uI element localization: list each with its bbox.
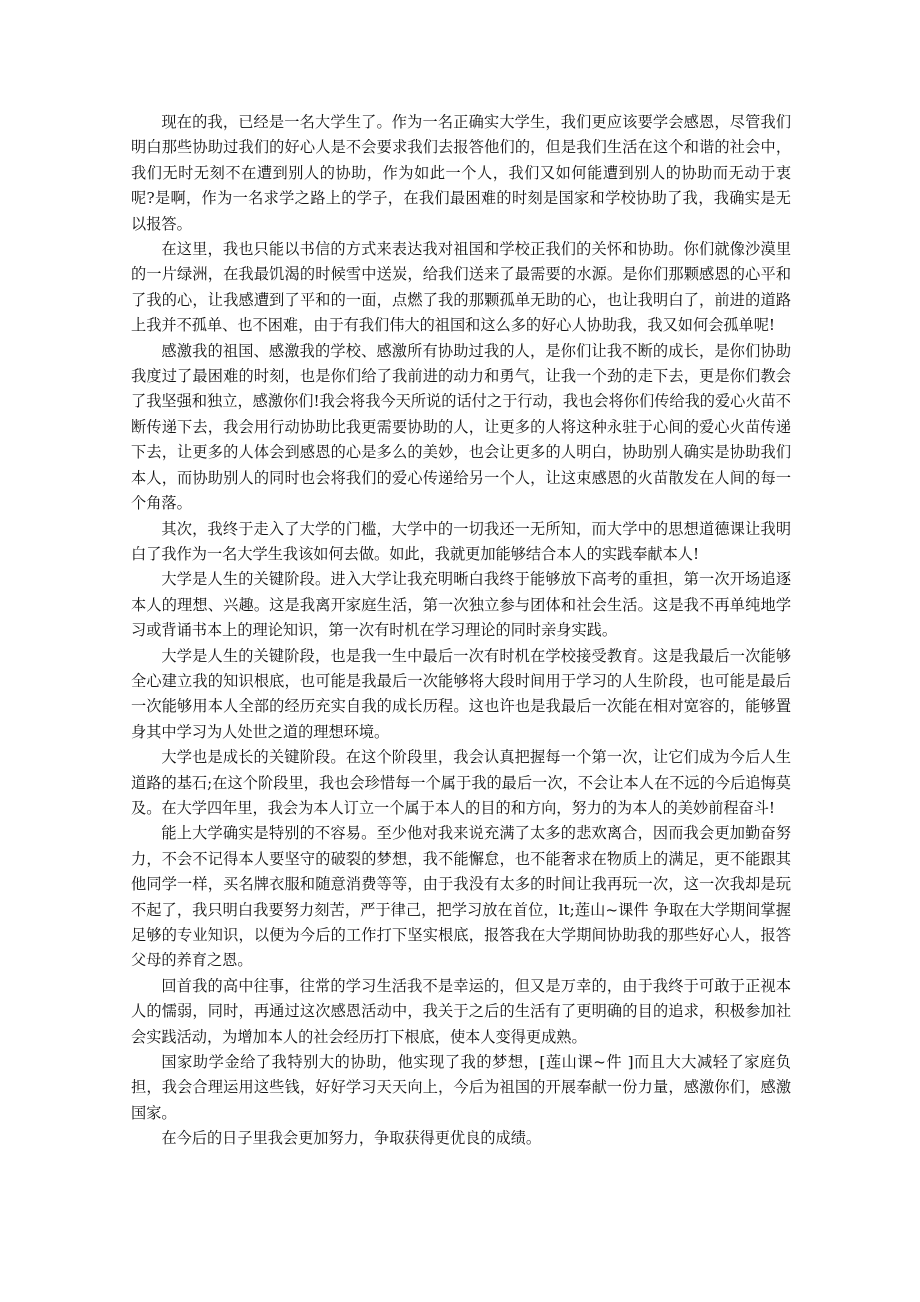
- paragraph-4: 其次，我终于走入了大学的门槛，大学中的一切我还一无所知，而大学中的思想道德课让我明白了我作为一名大学生我该如何去做。如此，我就更加能够结合本人的实践奉献本人!: [131, 519, 791, 563]
- paragraph-6: 大学是人生的关键阶段，也是我一生中最后一次有时机在学校接受教育。这是我最后一次能够全心建立我的知识根底，也可能是我最后一次能够将大段时间用于学习的人生阶段，也可能是最后一次能够用本人全部的经历充实自我的成长历程。这也许也是我最后一次能在相对宽容的，能够置身其中学习为人处世之道的理想环境。: [131, 646, 791, 741]
- paragraph-9: 回首我的高中往事，往常的学习生活我不是幸运的，但又是万幸的，由于我终于可敢于正视本人的懦弱，同时，再通过这次感恩活动中，我关于之后的生活有了更明确的目的追求，积极参加社会实践活动，为增加本人的社会经历打下根底，使本人变得更成熟。: [131, 976, 791, 1046]
- paragraph-7: 大学也是成长的关键阶段。在这个阶段里，我会认真把握每一个第一次，让它们成为今后人生道路的基石;在这个阶段里，我也会珍惜每一个属于我的最后一次，不会让本人在不远的今后追悔莫及。在大学四年里，我会为本人订立一个属于本人的目的和方向，努力的为本人的美妙前程奋斗!: [131, 748, 791, 817]
- paragraph-5: 大学是人生的关键阶段。进入大学让我充明晰白我终于能够放下高考的重担，第一次开场追逐本人的理想、兴趣。这是我离开家庭生活，第一次独立参与团体和社会生活。这是我不再单纯地学习或背诵书本上的理论知识，第一次有时机在学习理论的同时亲身实践。: [131, 570, 791, 640]
- document-body: [131, 110, 791, 1152]
- paragraph-1: 现在的我，已经是一名大学生了。作为一名正确实大学生，我们更应该要学会感恩，尽管我们明白那些协助过我们的好心人是不会要求我们去报答他们的，但是我们生活在这个和谐的社会中，我们无时无刻不在遭到别人的协助，作为如此一个人，我们又如何能遭到别人的协助而无动于衷呢?是啊，作为一名求学之路上的学子，在我们最困难的时刻是国家和学校协助了我，我确实是无以报答。: [131, 113, 791, 233]
- paragraph-10: 国家助学金给了我特别大的协助，他实现了我的梦想，[莲山课~件 ]而且大大减轻了家庭负担，我会合理运用这些钱，好好学习天天向上，今后为祖国的开展奉献一份力量，感激你们，感激国家。: [131, 1053, 791, 1122]
- paragraph-3: 感激我的祖国、感激我的学校、感激所有协助过我的人，是你们让我不断的成长，是你们协助我度过了最困难的时刻，也是你们给了我前进的动力和勇气，让我一个劲的走下去，更是你们教会了我坚强和独立，感激你们!我会将我今天所说的话付之于行动，我也会将你们传给我的爱心火苗不断传递下去，我会用行动协助比我更需要协助的人，让更多的人将这种永驻于心间的爱心火苗传递下去，让更多的人体会到感恩的心是多么的美妙，也会让更多的人明白，协助别人确实是协助我们本人，而协助别人的同时也会将我们的爱心传递给另一个人，让这束感恩的火苗散发在人间的每一个角落。: [131, 341, 791, 513]
- paragraph-2: 在这里，我也只能以书信的方式来表达我对祖国和学校正我们的关怀和协助。你们就像沙漠里的一片绿洲，在我最饥渴的时候雪中送炭，给我们送来了最需要的水源。是你们那颗感恩的心平和了我的心，让我感遭到了平和的一面，点燃了我的那颗孤单无助的心，也让我明白了，前进的道路上我并不孤单、也不困难，由于有我们伟大的祖国和这么多的好心人协助我，我又如何会孤单呢!: [131, 240, 791, 335]
- paragraph-11: 在今后的日子里我会更加努力，争取获得更优良的成绩。: [161, 1129, 542, 1148]
- paragraph-8: 能上大学确实是特别的不容易。至少他对我来说充满了太多的悲欢离合，因而我会更加勤奋努力，不会不记得本人要坚守的破裂的梦想，我不能懈怠，也不能奢求在物质上的满足，更不能跟其他同学一样，买名牌衣服和随意消费等等，由于我没有太多的时间让我再玩一次，这一次我却是玩不起了，我只明白我要努力刻苦，严于律己，把学习放在首位，lt;莲山~课件 争取在大学期间掌握足够的专业知识，以便为今后的工作打下坚实根底，报答我在大学期间协助我的那些好心人，报答父母的养育之恩。: [131, 824, 791, 970]
